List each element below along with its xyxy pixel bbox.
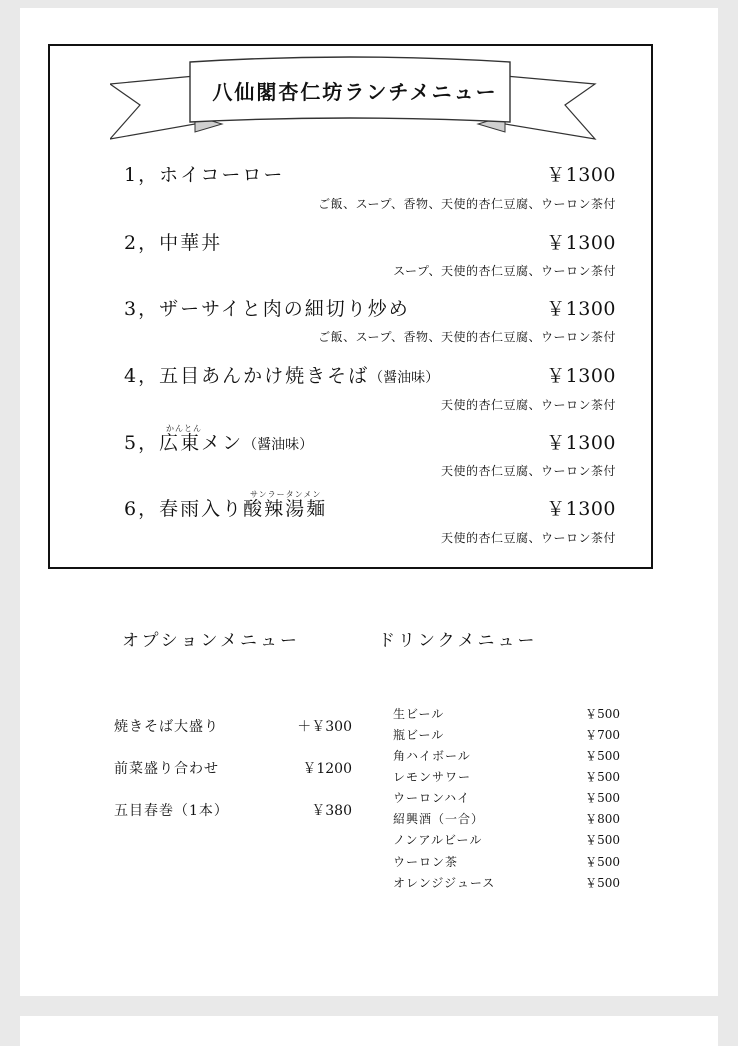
option-item-price: ＋￥300	[297, 719, 352, 735]
menu-item-name: 6，春雨入り酸辣湯麺	[124, 498, 328, 520]
drink-item-label: 紹興酒（一合）	[393, 812, 485, 826]
drink-item-label: オレンジジュース	[393, 876, 496, 890]
drink-item-price: ￥500	[585, 770, 620, 784]
option-item-label: 焼きそば大盛り	[114, 719, 219, 735]
drink-item-price: ￥500	[585, 855, 620, 869]
menu-item-price: ￥1300	[546, 164, 616, 186]
drink-item-price: ￥500	[585, 876, 620, 890]
menu-item-note: 天使的杏仁豆腐、ウーロン茶付	[440, 464, 616, 478]
menu-item-note: ご飯、スープ、香物、天使的杏仁豆腐、ウーロン茶付	[318, 197, 616, 211]
menu-item-note: ご飯、スープ、香物、天使的杏仁豆腐、ウーロン茶付	[318, 330, 616, 344]
drink-item-label: ウーロン茶	[393, 855, 459, 869]
menu-item-price: ￥1300	[546, 298, 616, 320]
menu-item-ruby: サンラータンメン	[250, 490, 322, 499]
option-item-label: 前菜盛り合わせ	[114, 761, 219, 777]
drink-item-label: レモンサワー	[393, 770, 472, 784]
menu-item-name: 1，ホイコーロー	[124, 164, 285, 186]
option-item-price: ￥1200	[302, 761, 352, 777]
menu-item-note: 天使的杏仁豆腐、ウーロン茶付	[440, 531, 616, 545]
menu-item-price: ￥1300	[546, 432, 616, 454]
menu-item-note: スープ、天使的杏仁豆腐、ウーロン茶付	[393, 264, 616, 278]
drink-item-price: ￥800	[585, 812, 620, 826]
drink-item-price: ￥500	[585, 707, 620, 721]
menu-item-note: 天使的杏仁豆腐、ウーロン茶付	[440, 398, 616, 412]
drink-item-price: ￥500	[585, 833, 620, 847]
menu-item-name: 2，中華丼	[124, 232, 223, 254]
menu-item-price: ￥1300	[546, 232, 616, 254]
drink-item-label: 瓶ビール	[393, 728, 445, 742]
option-item-label: 五目春巻（1本）	[114, 803, 229, 819]
menu-item-price: ￥1300	[546, 498, 616, 520]
menu-item-price: ￥1300	[546, 365, 616, 387]
drink-menu-heading: ドリンクメニュー	[378, 631, 538, 651]
option-item-price: ￥380	[311, 803, 352, 819]
drink-item-price: ￥500	[585, 791, 620, 805]
next-page	[20, 1016, 718, 1046]
drink-item-label: 角ハイボール	[393, 749, 471, 763]
drink-item-price: ￥700	[585, 728, 620, 742]
drink-item-label: ウーロンハイ	[393, 791, 471, 805]
menu-item-name: 4，五目あんかけ焼きそば（醤油味）	[124, 365, 440, 387]
menu-title: 八仙閣杏仁坊ランチメニュー	[212, 80, 498, 104]
drink-item-label: 生ビール	[393, 707, 445, 721]
option-menu-heading: オプションメニュー	[122, 631, 300, 651]
menu-item-name: 3，ザーサイと肉の細切り炒め	[124, 298, 410, 320]
drink-item-label: ノンアルビール	[393, 833, 483, 847]
menu-item-name: 5，広東メン（醤油味）	[124, 432, 314, 454]
drink-item-price: ￥500	[585, 749, 620, 763]
menu-item-ruby: かんとん	[166, 424, 202, 433]
